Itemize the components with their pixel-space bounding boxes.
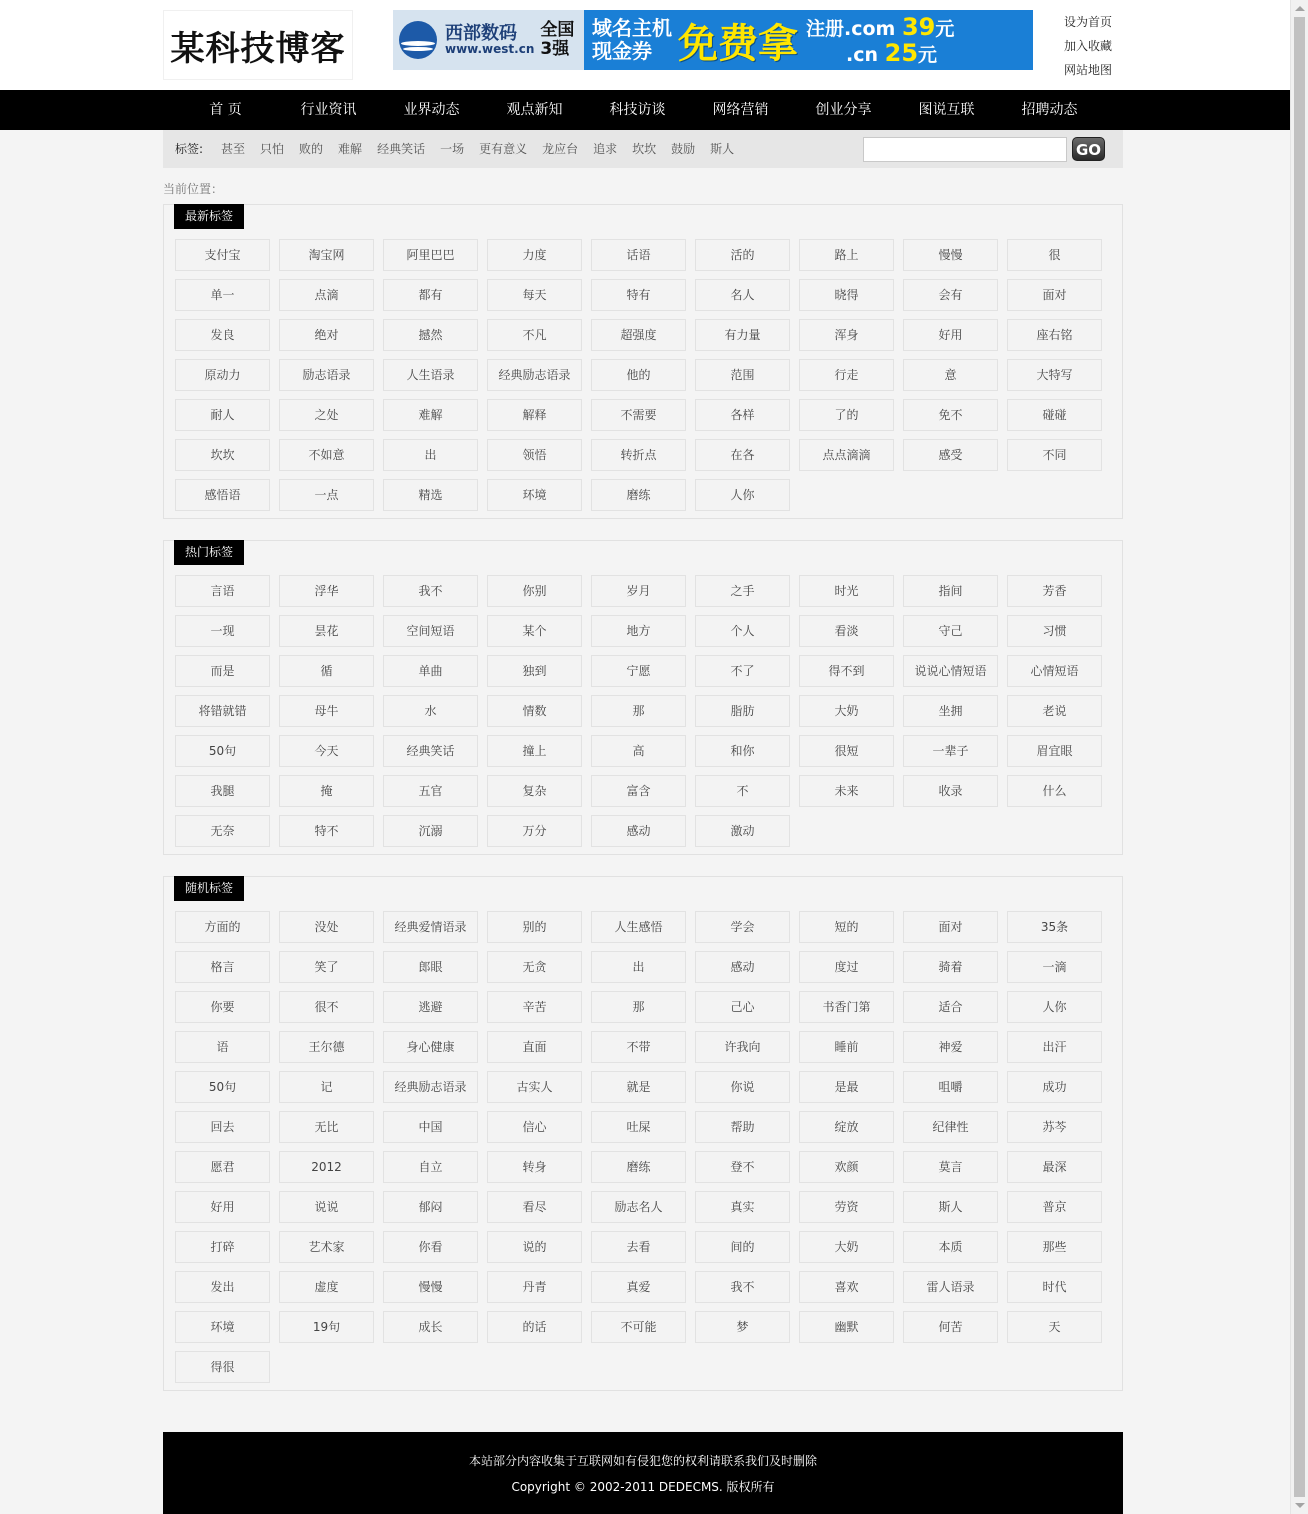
top-links [1064, 12, 1112, 84]
tag-link[interactable]: 经典爱情语录 [383, 911, 478, 943]
tag-link[interactable]: 吐屎 [591, 1111, 686, 1143]
tag-bar-item[interactable]: 经典笑话 [377, 142, 426, 156]
tag-link[interactable]: 个人 [695, 615, 790, 647]
ad-price-cn-label: .cn [846, 44, 879, 66]
tag-link[interactable]: 难解 [383, 399, 478, 431]
tag-link[interactable]: 无比 [279, 1111, 374, 1143]
tag-link[interactable]: 老说 [1007, 695, 1102, 727]
tag-link[interactable]: 时代 [1007, 1271, 1102, 1303]
nav-item-marketing[interactable]: 网络营销 [712, 102, 769, 118]
tag-link[interactable]: 感动 [591, 815, 686, 847]
tag-link[interactable]: 习惯 [1007, 615, 1102, 647]
tag-link[interactable]: 淘宝网 [279, 239, 374, 271]
tag-link[interactable]: 在各 [695, 439, 790, 471]
tag-link[interactable]: 好用 [903, 319, 998, 351]
tag-link[interactable]: 万分 [487, 815, 582, 847]
tag-bar-items [221, 130, 749, 168]
tag-bar-item[interactable]: 难解 [338, 142, 363, 156]
ad-brand-name: 西部数码 [445, 22, 517, 44]
tag-link[interactable]: 普京 [1007, 1191, 1102, 1223]
tag-link[interactable]: 语 [175, 1031, 270, 1063]
tag-link[interactable]: 成长 [383, 1311, 478, 1343]
tag-link[interactable]: 古实人 [487, 1071, 582, 1103]
tag-link[interactable]: 感受 [903, 439, 998, 471]
tag-link[interactable]: 感动 [695, 951, 790, 983]
tag-link[interactable]: 自立 [383, 1151, 478, 1183]
search-go-button[interactable]: GO [1072, 137, 1105, 161]
set-homepage-link[interactable]: 设为首页 [1064, 15, 1113, 29]
tag-link[interactable]: 活的 [695, 239, 790, 271]
tag-link[interactable]: 的话 [487, 1311, 582, 1343]
tag-link[interactable]: 激动 [695, 815, 790, 847]
tag-link[interactable]: 苏芩 [1007, 1111, 1102, 1143]
tag-link[interactable]: 今天 [279, 735, 374, 767]
tag-link[interactable]: 复杂 [487, 775, 582, 807]
tag-link[interactable]: 意 [903, 359, 998, 391]
tag-link[interactable]: 一辈子 [903, 735, 998, 767]
scroll-down-arrow-icon[interactable] [1295, 1503, 1305, 1508]
tag-link[interactable]: 出 [383, 439, 478, 471]
tag-link[interactable]: 中国 [383, 1111, 478, 1143]
ad-price-unit: 元 [935, 17, 955, 40]
tag-link[interactable]: 别的 [487, 911, 582, 943]
tag-link[interactable]: 出 [591, 951, 686, 983]
tag-link[interactable]: 浑身 [799, 319, 894, 351]
tag-link[interactable]: 不需要 [591, 399, 686, 431]
nav-item-industry-dynamics[interactable]: 业界动态 [403, 102, 460, 118]
tag-link[interactable]: 人你 [1007, 991, 1102, 1023]
latest-tags-section [163, 204, 1123, 519]
tag-link[interactable]: 碰碰 [1007, 399, 1102, 431]
tag-link[interactable]: 我不 [695, 1271, 790, 1303]
tag-link[interactable]: 就是 [591, 1071, 686, 1103]
tag-link[interactable]: 去看 [591, 1231, 686, 1263]
tag-link[interactable]: 你说 [695, 1071, 790, 1103]
tag-link[interactable]: 很短 [799, 735, 894, 767]
section-title: 热门标签 [174, 540, 244, 565]
tag-link[interactable]: 你要 [175, 991, 270, 1023]
tag-bar [163, 130, 1123, 168]
tag-link[interactable]: 帮助 [695, 1111, 790, 1143]
tag-link[interactable]: 浮华 [279, 575, 374, 607]
tag-link[interactable]: 心情短语 [1007, 655, 1102, 687]
tag-link[interactable]: 磨练 [591, 479, 686, 511]
tag-link[interactable]: 某个 [487, 615, 582, 647]
nav-item-startup[interactable]: 创业分享 [815, 102, 872, 118]
tag-link[interactable]: 绝对 [279, 319, 374, 351]
tag-link[interactable]: 环境 [175, 1311, 270, 1343]
tag-bar-item[interactable]: 一场 [440, 142, 465, 156]
tag-link[interactable]: 看尽 [487, 1191, 582, 1223]
tag-link[interactable]: 许我向 [695, 1031, 790, 1063]
tag-link[interactable]: 无贪 [487, 951, 582, 983]
tag-link[interactable]: 他的 [591, 359, 686, 391]
tag-link[interactable]: 之手 [695, 575, 790, 607]
tag-link[interactable]: 掩 [279, 775, 374, 807]
tag-link[interactable]: 了的 [799, 399, 894, 431]
tag-link[interactable]: 本质 [903, 1231, 998, 1263]
tag-link[interactable]: 面对 [903, 911, 998, 943]
tag-link[interactable]: 得不到 [799, 655, 894, 687]
tag-link[interactable]: 不带 [591, 1031, 686, 1063]
section-title: 最新标签 [174, 204, 244, 229]
tag-link[interactable]: 不 [695, 775, 790, 807]
tag-link[interactable]: 母牛 [279, 695, 374, 727]
tag-link[interactable]: 斯人 [903, 1191, 998, 1223]
main-nav [0, 90, 1290, 130]
ad-free-text: 免费拿 [678, 20, 798, 67]
tag-link[interactable]: 大奶 [799, 695, 894, 727]
tag-bar-label: 标签: [175, 142, 204, 156]
vertical-scrollbar[interactable] [1290, 0, 1308, 1514]
tag-link[interactable]: 大特写 [1007, 359, 1102, 391]
tag-link[interactable]: 坎坎 [175, 439, 270, 471]
tag-link[interactable]: 很 [1007, 239, 1102, 271]
tag-link[interactable]: 原动力 [175, 359, 270, 391]
tag-link[interactable]: 之处 [279, 399, 374, 431]
footer [163, 1432, 1123, 1514]
tag-link[interactable]: 郎眼 [383, 951, 478, 983]
tag-link[interactable]: 50句 [175, 735, 270, 767]
tag-link[interactable]: 丹青 [487, 1271, 582, 1303]
nav-item-jobs[interactable]: 招聘动态 [1021, 102, 1078, 118]
tag-link[interactable]: 一点 [279, 479, 374, 511]
tag-bar-item[interactable]: 更有意义 [479, 142, 528, 156]
tag-link[interactable]: 转折点 [591, 439, 686, 471]
tag-link[interactable]: 信心 [487, 1111, 582, 1143]
tag-link[interactable]: 你看 [383, 1231, 478, 1263]
tag-link[interactable]: 不了 [695, 655, 790, 687]
west-logo-icon [399, 21, 437, 59]
tag-bar-item[interactable]: 鼓励 [671, 142, 696, 156]
tag-link[interactable]: 力度 [487, 239, 582, 271]
tag-link[interactable]: 一滴 [1007, 951, 1102, 983]
tag-link[interactable]: 转身 [487, 1151, 582, 1183]
tag-link[interactable]: 免不 [903, 399, 998, 431]
tag-link[interactable]: 50句 [175, 1071, 270, 1103]
tag-link[interactable]: 座右铭 [1007, 319, 1102, 351]
tag-link[interactable]: 我腿 [175, 775, 270, 807]
tag-link[interactable]: 你别 [487, 575, 582, 607]
tag-link[interactable]: 精选 [383, 479, 478, 511]
tag-bar-item[interactable]: 斯人 [710, 142, 735, 156]
tag-link[interactable]: 学会 [695, 911, 790, 943]
tag-link[interactable]: 慢慢 [903, 239, 998, 271]
tag-link[interactable]: 什么 [1007, 775, 1102, 807]
tag-link[interactable]: 芳香 [1007, 575, 1102, 607]
ad-price-com [806, 14, 954, 40]
tag-link[interactable]: 35条 [1007, 911, 1102, 943]
tag-link[interactable]: 劳资 [799, 1191, 894, 1223]
tag-link[interactable]: 岁月 [591, 575, 686, 607]
tag-link[interactable]: 经典笑话 [383, 735, 478, 767]
tag-link[interactable]: 幽默 [799, 1311, 894, 1343]
ad-rank-line2: 3强 [540, 39, 570, 59]
tag-link[interactable]: 不同 [1007, 439, 1102, 471]
tag-bar-item[interactable]: 坎坎 [632, 142, 657, 156]
tag-link[interactable]: 看淡 [799, 615, 894, 647]
ad-offer-line2: 现金券 [592, 39, 652, 63]
tag-link[interactable]: 单曲 [383, 655, 478, 687]
tag-link[interactable]: 支付宝 [175, 239, 270, 271]
tag-link[interactable]: 点点滴滴 [799, 439, 894, 471]
tag-link[interactable]: 各样 [695, 399, 790, 431]
tag-link[interactable]: 是最 [799, 1071, 894, 1103]
tag-link[interactable]: 睡前 [799, 1031, 894, 1063]
tag-link[interactable]: 名人 [695, 279, 790, 311]
tag-link[interactable]: 说的 [487, 1231, 582, 1263]
tag-link[interactable]: 19句 [279, 1311, 374, 1343]
tag-link[interactable]: 励志名人 [591, 1191, 686, 1223]
tag-link[interactable]: 一现 [175, 615, 270, 647]
tag-link[interactable]: 天 [1007, 1311, 1102, 1343]
tag-link[interactable]: 而是 [175, 655, 270, 687]
tag-link[interactable]: 人生语录 [383, 359, 478, 391]
tag-link[interactable]: 独到 [487, 655, 582, 687]
random-tags-section [163, 876, 1123, 1391]
tag-link[interactable]: 人生感悟 [591, 911, 686, 943]
tag-link[interactable]: 打碎 [175, 1231, 270, 1263]
tag-link[interactable]: 欢颜 [799, 1151, 894, 1183]
tag-link[interactable]: 说说心情短语 [903, 655, 998, 687]
tag-link[interactable]: 喜欢 [799, 1271, 894, 1303]
ad-price-unit: 元 [918, 44, 938, 66]
tag-link[interactable]: 感悟语 [175, 479, 270, 511]
tag-link[interactable]: 面对 [1007, 279, 1102, 311]
nav-item-home[interactable]: 首 页 [209, 102, 242, 118]
ad-price-com-value: 39 [901, 12, 936, 41]
tag-link[interactable]: 艺术家 [279, 1231, 374, 1263]
tag-link[interactable]: 愿君 [175, 1151, 270, 1183]
ad-price-cn-value: 25 [884, 39, 919, 67]
tag-link[interactable]: 王尔德 [279, 1031, 374, 1063]
tag-link[interactable]: 短的 [799, 911, 894, 943]
tag-link[interactable]: 间的 [695, 1231, 790, 1263]
breadcrumb: 当前位置： [163, 182, 224, 196]
tag-link[interactable]: 慢慢 [383, 1271, 478, 1303]
tag-link[interactable]: 磨练 [591, 1151, 686, 1183]
tag-link[interactable]: 那些 [1007, 1231, 1102, 1263]
ad-price-cn [806, 40, 954, 66]
tag-bar-item[interactable]: 龙应台 [542, 142, 579, 156]
tag-link[interactable]: 真实 [695, 1191, 790, 1223]
tag-link[interactable]: 纪律性 [903, 1111, 998, 1143]
tag-link[interactable]: 守己 [903, 615, 998, 647]
tag-link[interactable]: 很不 [279, 991, 374, 1023]
tag-link[interactable]: 己心 [695, 991, 790, 1023]
tag-link[interactable]: 话语 [591, 239, 686, 271]
tag-link[interactable]: 地方 [591, 615, 686, 647]
tag-link[interactable]: 领悟 [487, 439, 582, 471]
tag-link[interactable]: 指间 [903, 575, 998, 607]
tag-bar-item[interactable]: 追求 [593, 142, 618, 156]
nav-item-interviews[interactable]: 科技访谈 [609, 102, 666, 118]
tag-link[interactable]: 咀嚼 [903, 1071, 998, 1103]
tag-link[interactable]: 脂肪 [695, 695, 790, 727]
ad-rank-line1: 全国 [540, 20, 575, 41]
tag-link[interactable]: 昙花 [279, 615, 374, 647]
scroll-up-arrow-icon[interactable] [1295, 6, 1305, 11]
tag-link[interactable]: 记 [279, 1071, 374, 1103]
tag-link[interactable]: 不凡 [487, 319, 582, 351]
tag-link[interactable]: 格言 [175, 951, 270, 983]
tag-link[interactable]: 那 [591, 991, 686, 1023]
tag-link[interactable]: 说说 [279, 1191, 374, 1223]
tag-link[interactable]: 何苦 [903, 1311, 998, 1343]
tag-link[interactable]: 解释 [487, 399, 582, 431]
tag-link[interactable]: 范围 [695, 359, 790, 391]
tag-link[interactable]: 未来 [799, 775, 894, 807]
ad-banner[interactable] [393, 10, 1033, 70]
tag-link[interactable]: 笑了 [279, 951, 374, 983]
ad-price-com-label: 注册.com [806, 17, 896, 40]
tag-link[interactable]: 成功 [1007, 1071, 1102, 1103]
tag-link[interactable]: 发良 [175, 319, 270, 351]
tag-link[interactable]: 神爱 [903, 1031, 998, 1063]
tag-link[interactable]: 2012 [279, 1151, 374, 1183]
tag-bar-item[interactable]: 败的 [299, 142, 324, 156]
ad-brand-url: www.west.cn [445, 42, 535, 57]
ad-banner-offer[interactable] [584, 10, 1033, 70]
tag-link[interactable]: 单一 [175, 279, 270, 311]
tag-link[interactable]: 每天 [487, 279, 582, 311]
tag-link[interactable]: 情数 [487, 695, 582, 727]
tag-link[interactable]: 适合 [903, 991, 998, 1023]
scrollbar-thumb[interactable] [1294, 17, 1305, 1497]
tag-link[interactable]: 雷人语录 [903, 1271, 998, 1303]
nav-item-industry-news[interactable]: 行业资讯 [300, 102, 357, 118]
ad-offer-line1: 域名主机 [592, 16, 672, 40]
tag-link[interactable]: 路上 [799, 239, 894, 271]
footer-copyright: Copyright © 2002-2011 DEDECMS. 版权所有 [511, 1480, 775, 1494]
tag-link[interactable]: 行走 [799, 359, 894, 391]
tag-link[interactable]: 人你 [695, 479, 790, 511]
tag-link[interactable]: 言语 [175, 575, 270, 607]
tag-link[interactable]: 登不 [695, 1151, 790, 1183]
tag-link[interactable]: 莫言 [903, 1151, 998, 1183]
tag-link[interactable]: 回去 [175, 1111, 270, 1143]
tag-link[interactable]: 绽放 [799, 1111, 894, 1143]
tag-link[interactable]: 水 [383, 695, 478, 727]
tag-link[interactable]: 经典励志语录 [487, 359, 582, 391]
tag-link[interactable]: 时光 [799, 575, 894, 607]
tag-link[interactable]: 不如意 [279, 439, 374, 471]
tag-link[interactable]: 不可能 [591, 1311, 686, 1343]
tag-link[interactable]: 辛苦 [487, 991, 582, 1023]
tag-link[interactable]: 发出 [175, 1271, 270, 1303]
tag-link[interactable]: 郁闷 [383, 1191, 478, 1223]
tag-link[interactable]: 耐人 [175, 399, 270, 431]
tag-link[interactable]: 书香门第 [799, 991, 894, 1023]
tag-link[interactable]: 梦 [695, 1311, 790, 1343]
tag-link[interactable]: 得很 [175, 1351, 270, 1383]
tag-link[interactable]: 都有 [383, 279, 478, 311]
tag-link[interactable]: 点滴 [279, 279, 374, 311]
sitemap-link[interactable]: 网站地图 [1064, 63, 1113, 77]
tag-link[interactable]: 阿里巴巴 [383, 239, 478, 271]
tag-link[interactable]: 励志语录 [279, 359, 374, 391]
add-favorite-link[interactable]: 加入收藏 [1064, 39, 1113, 53]
tag-bar-item[interactable]: 只怕 [260, 142, 285, 156]
tag-link[interactable]: 大奶 [799, 1231, 894, 1263]
tag-grid [175, 911, 1102, 1383]
tag-link[interactable]: 撼然 [383, 319, 478, 351]
tag-link[interactable]: 会有 [903, 279, 998, 311]
tag-link[interactable]: 高 [591, 735, 686, 767]
site-logo[interactable]: 某科技博客 [163, 10, 353, 80]
tag-link[interactable]: 真爱 [591, 1271, 686, 1303]
tag-link[interactable]: 坐拥 [903, 695, 998, 727]
tag-link[interactable]: 身心健康 [383, 1031, 478, 1063]
section-title: 随机标签 [174, 876, 244, 901]
tag-link[interactable]: 宁愿 [591, 655, 686, 687]
tag-link[interactable]: 环境 [487, 479, 582, 511]
tag-link[interactable]: 五官 [383, 775, 478, 807]
tag-link[interactable]: 撞上 [487, 735, 582, 767]
tag-link[interactable]: 骑着 [903, 951, 998, 983]
tag-link[interactable]: 富含 [591, 775, 686, 807]
footer-disclaimer: 本站部分内容收集于互联网如有侵犯您的权利请联系我们及时删除 [468, 1454, 817, 1468]
tag-link[interactable]: 虚度 [279, 1271, 374, 1303]
tag-link[interactable]: 逃避 [383, 991, 478, 1023]
tag-link[interactable]: 超强度 [591, 319, 686, 351]
search-input[interactable] [863, 137, 1067, 162]
tag-link[interactable]: 将错就错 [175, 695, 270, 727]
nav-item-pictures[interactable]: 图说互联 [918, 102, 975, 118]
tag-link[interactable]: 循 [279, 655, 374, 687]
tag-link[interactable]: 无奈 [175, 815, 270, 847]
tag-grid [175, 239, 1102, 511]
tag-link[interactable]: 有力量 [695, 319, 790, 351]
tag-grid [175, 575, 1102, 847]
tag-link[interactable]: 沉溺 [383, 815, 478, 847]
header [0, 0, 1290, 90]
tag-link[interactable]: 和你 [695, 735, 790, 767]
tag-link[interactable]: 经典励志语录 [383, 1071, 478, 1103]
tag-link[interactable]: 眉宜眼 [1007, 735, 1102, 767]
tag-link[interactable]: 方面的 [175, 911, 270, 943]
tag-link[interactable]: 出汗 [1007, 1031, 1102, 1063]
tag-link[interactable]: 好用 [175, 1191, 270, 1223]
nav-item-viewpoints[interactable]: 观点新知 [506, 102, 563, 118]
tag-link[interactable]: 特有 [591, 279, 686, 311]
tag-link[interactable]: 最深 [1007, 1151, 1102, 1183]
tag-link[interactable]: 度过 [799, 951, 894, 983]
tag-link[interactable]: 特不 [279, 815, 374, 847]
tag-link[interactable]: 空间短语 [383, 615, 478, 647]
tag-bar-item[interactable]: 甚至 [221, 142, 246, 156]
tag-link[interactable]: 没处 [279, 911, 374, 943]
hot-tags-section [163, 540, 1123, 855]
tag-link[interactable]: 晓得 [799, 279, 894, 311]
ad-banner-brand[interactable] [393, 10, 584, 70]
tag-link[interactable]: 收录 [903, 775, 998, 807]
tag-link[interactable]: 我不 [383, 575, 478, 607]
tag-link[interactable]: 那 [591, 695, 686, 727]
tag-link[interactable]: 直面 [487, 1031, 582, 1063]
